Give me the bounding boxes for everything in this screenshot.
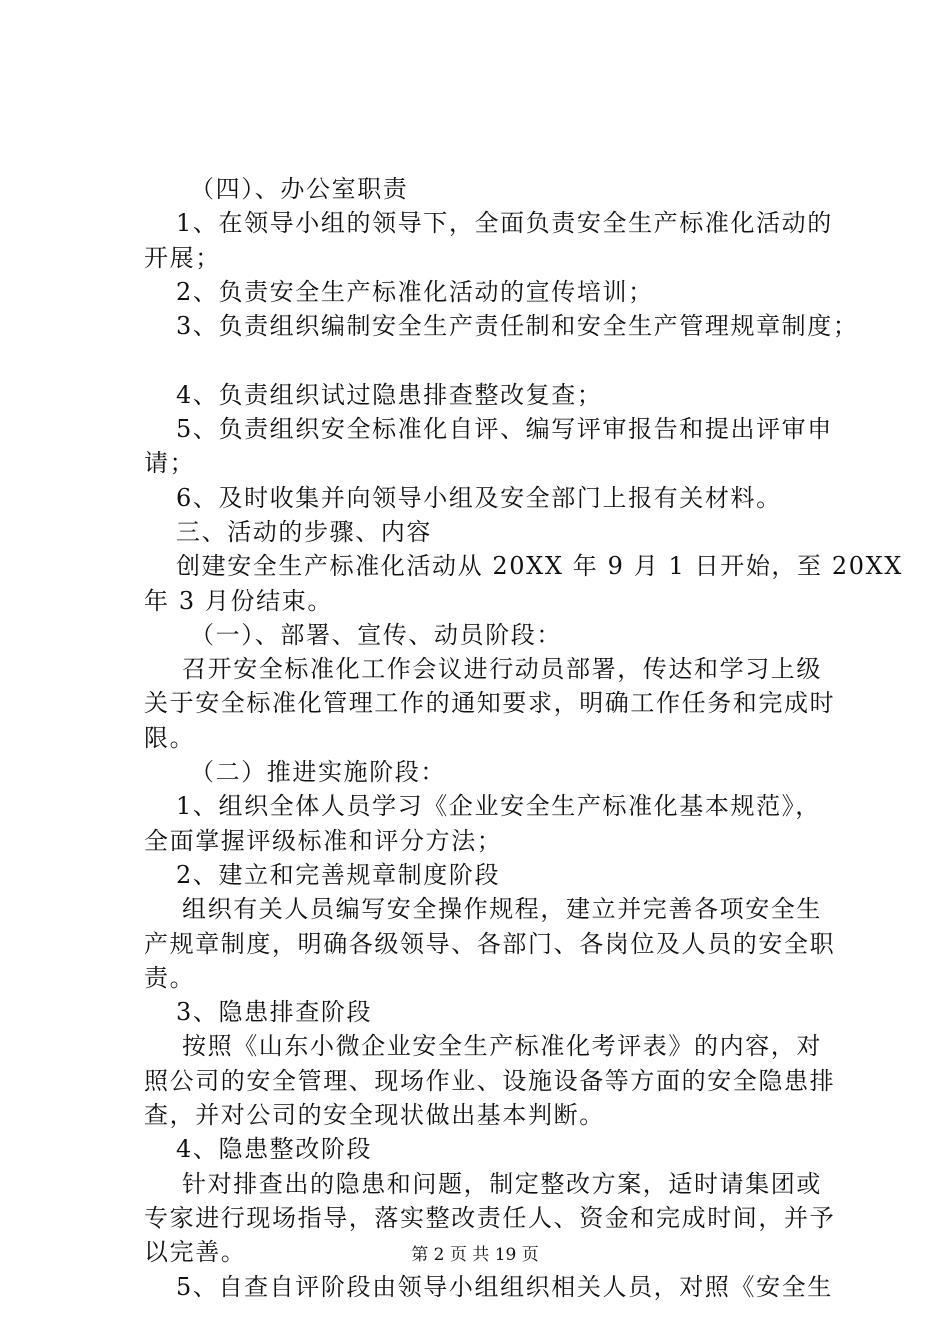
paragraph-line: 针对排查出的隐患和问题，制定整改方案，适时请集团或	[182, 1169, 822, 1198]
paragraph-line: 关于安全标准化管理工作的通知要求，明确工作任务和完成时	[144, 689, 836, 718]
paragraph-line: 照公司的安全管理、现场作业、设施设备等方面的安全隐患排	[144, 1066, 836, 1095]
paragraph-line: 1、组织全体人员学习《企业安全生产标准化基本规范》，	[176, 792, 821, 821]
paragraph-line: 开展；	[144, 243, 221, 272]
paragraph-line: 1、在领导小组的领导下，全面负责安全生产标准化活动的	[176, 209, 833, 238]
paragraph-line: 5、自查自评阶段由领导小组组织相关人员，对照《安全生	[176, 1272, 833, 1301]
paragraph-line: 2、建立和完善规章制度阶段	[176, 860, 501, 889]
paragraph-line: 5、负责组织安全标准化自评、编写评审报告和提出评审申	[176, 415, 833, 444]
blank-line	[144, 343, 844, 377]
paragraph-line: 责。	[144, 963, 196, 992]
paragraph-line: 专家进行现场指导，落实整改责任人、资金和完成时间，并予	[144, 1203, 836, 1232]
paragraph-line: 产规章制度，明确各级领导、各部门、各岗位及人员的安全职	[144, 929, 836, 958]
paragraph-line: 4、隐患整改阶段	[176, 1135, 373, 1164]
subsection-heading-deployment: （一）、部署、宣传、动员阶段：	[190, 620, 562, 649]
paragraph-line: 按照《山东小微企业安全生产标准化考评表》的内容，对	[182, 1032, 822, 1061]
section-heading-steps: 三、活动的步骤、内容	[176, 517, 432, 546]
paragraph-line: 组织有关人员编写安全操作规程，建立并完善各项安全生	[182, 895, 822, 924]
paragraph-line: 召开安全标准化工作会议进行动员部署，传达和学习上级	[182, 655, 822, 684]
paragraph-line: 创建安全生产标准化活动从 20XX 年 9 月 1 日开始，至 20XX	[176, 552, 903, 581]
paragraph-line: 全面掌握评级标准和评分方法；	[144, 826, 503, 855]
paragraph-line: 查，并对公司的安全现状做出基本判断。	[144, 1101, 605, 1130]
paragraph-line: 限。	[144, 723, 196, 752]
paragraph-line: 3、负责组织编制安全生产责任制和安全生产管理规章制度；	[176, 312, 859, 341]
paragraph-line: 以完善。	[144, 1238, 247, 1267]
paragraph-line: 请；	[144, 449, 196, 478]
subsection-heading-implementation: （二）推进实施阶段：	[190, 758, 446, 787]
page-number-footer: 第 2 页 共 19 页	[411, 1245, 539, 1265]
paragraph-line: 4、负责组织试过隐患排查整改复查；	[176, 380, 603, 409]
paragraph-line: 2、负责安全生产标准化活动的宣传培训；	[176, 277, 654, 306]
section-heading-office-duties: （四）、办公室职责	[190, 175, 409, 203]
paragraph-line: 年 3 月份结束。	[144, 586, 333, 615]
paragraph-line: 6、及时收集并向领导小组及安全部门上报有关材料。	[176, 483, 782, 512]
document-body	[144, 172, 903, 1304]
paragraph-line: 3、隐患排查阶段	[176, 998, 373, 1027]
